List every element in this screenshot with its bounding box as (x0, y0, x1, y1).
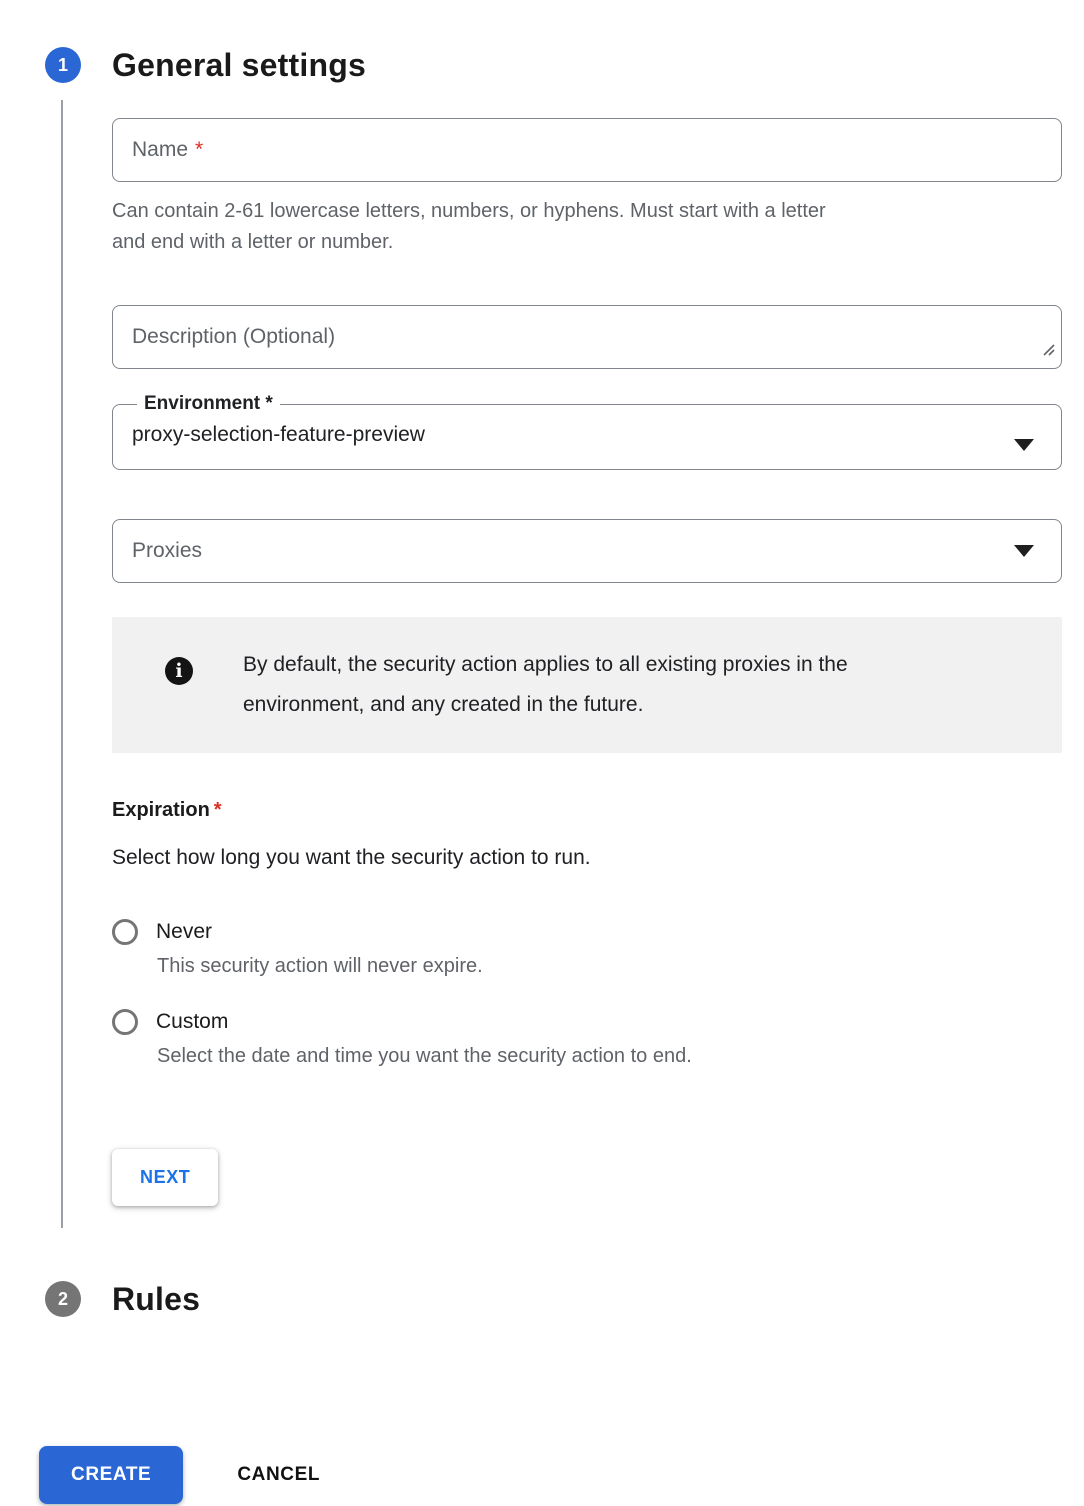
proxies-select[interactable] (112, 519, 1062, 583)
info-banner (112, 617, 1062, 753)
radio-never-label[interactable]: Never (156, 920, 213, 943)
info-icon: i (165, 657, 193, 685)
radio-never-description: This security action will never expire. (157, 955, 483, 977)
step-2-header (45, 1279, 1084, 1319)
step-1-header (45, 45, 1084, 85)
radio-custom-description: Select the date and time you want the security action to end. (157, 1045, 692, 1067)
expiration-radio-group (112, 916, 1062, 1070)
radio-circle-icon[interactable] (112, 919, 138, 945)
expiration-option-custom (112, 1006, 1062, 1070)
radio-never[interactable] (112, 916, 1062, 948)
step-1-content (112, 118, 1062, 1206)
environment-label: Environment * (144, 393, 273, 414)
step-2-badge (45, 1281, 81, 1317)
name-placeholder: Name (132, 138, 189, 161)
resize-handle-icon[interactable] (1040, 338, 1055, 362)
step-1-title: General settings (112, 46, 366, 83)
name-input[interactable] (112, 118, 1062, 182)
description-placeholder: Description (Optional) (132, 325, 336, 348)
footer-actions (39, 1446, 1084, 1504)
expiration-option-never (112, 916, 1062, 980)
chevron-down-icon (1014, 439, 1034, 451)
expiration-label: Expiration * (112, 799, 222, 821)
info-banner-text: By default, the security action applies to all existing proxies in the environment, and any created in the future. (243, 653, 848, 716)
name-required-asterisk: * (195, 138, 204, 161)
environment-select[interactable] (112, 393, 1062, 470)
proxies-placeholder: Proxies (132, 539, 203, 562)
radio-custom[interactable] (112, 1006, 1062, 1038)
expiration-description: Select how long you want the security action to run. (112, 846, 591, 869)
step-2-number: 2 (57, 1288, 68, 1309)
radio-circle-icon[interactable] (112, 1009, 138, 1035)
chevron-down-icon (1014, 545, 1034, 557)
expiration-required-asterisk: * (213, 799, 222, 821)
description-input[interactable] (112, 305, 1062, 369)
stepper-connector-line (61, 100, 63, 1228)
step-1-number: 1 (57, 54, 68, 75)
create-button[interactable]: CREATE (39, 1446, 183, 1504)
name-helper-text: Can contain 2-61 lowercase letters, numbers, or hyphens. Must start with a letter and end with a letter or number. (112, 200, 826, 253)
radio-custom-label[interactable]: Custom (156, 1010, 229, 1033)
environment-value: proxy-selection-feature-preview (132, 423, 425, 446)
cancel-button[interactable]: CANCEL (229, 1446, 328, 1504)
step-2-title: Rules (112, 1280, 201, 1317)
next-button[interactable]: NEXT (112, 1149, 218, 1206)
step-1-badge (45, 47, 81, 83)
